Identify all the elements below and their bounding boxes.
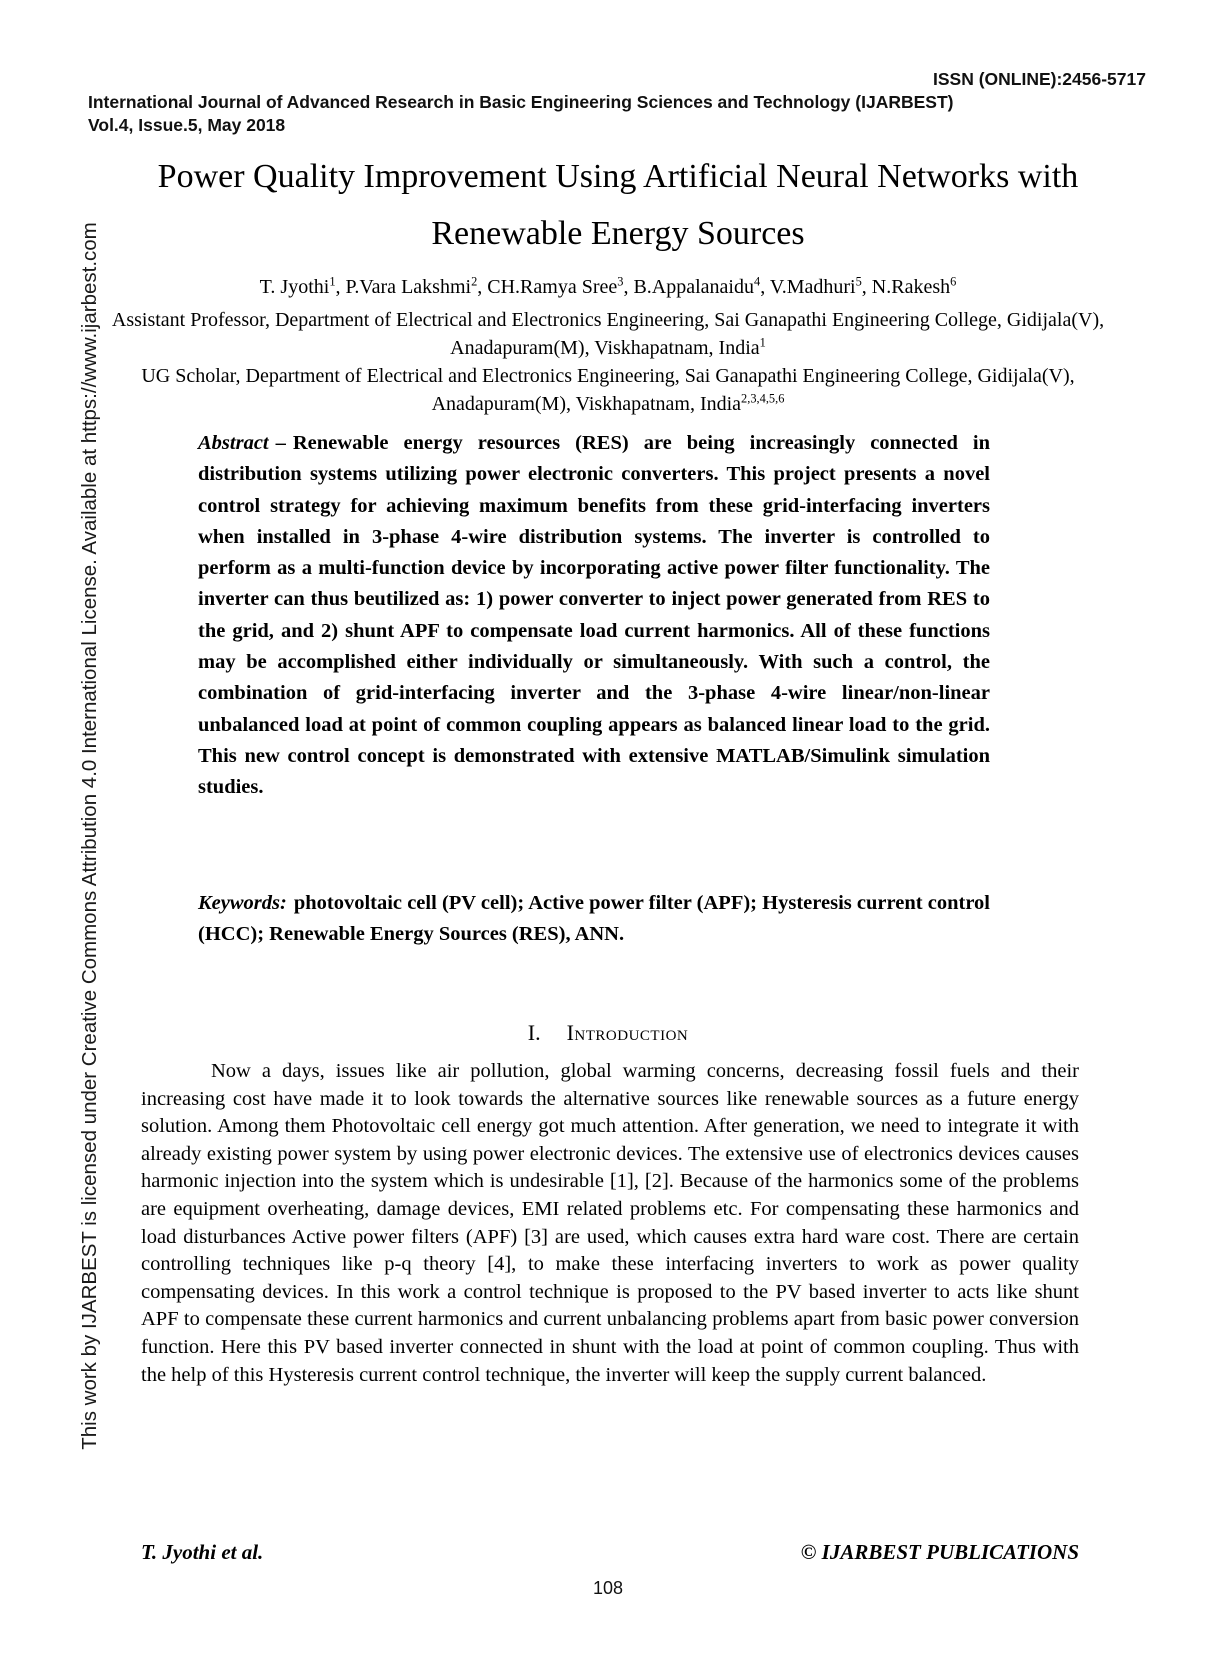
- affiliation-text: UG Scholar, Department of Electrical and Electronics Engineering, Sai Ganapathi Engineering College, Gidijala(V), Anadapuram(M), Viskhapatnam, India: [141, 365, 1075, 415]
- paper-title: Power Quality Improvement Using Artificial Neural Networks with Renewable Energy Sources: [157, 158, 1079, 252]
- section-title: Introduction: [566, 1020, 689, 1045]
- abstract-paragraph: [198, 428, 990, 804]
- keywords-body: photovoltaic cell (PV cell); Active power filter (APF); Hysteresis current control (HCC); Renewable Energy Sources (RES), ANN.: [198, 892, 990, 946]
- license-sidebar-text: This work by IJARBEST is licensed under Creative Commons Attribution 4.0 International License. Available at https://www.ijarbest.com: [78, 222, 101, 1450]
- page-number: 108: [592, 1578, 624, 1598]
- author-separator: ,: [760, 276, 770, 298]
- introduction-paragraph: Now a days, issues like air pollution, global warming concerns, decreasing fossil fuels and their increasing cost have made it to look towards the alternative sources like renewable sources as a future energy solution. Among them Photovoltaic cell energy got much attention. After generation, we need to integrate it with already existing power system by using power electronic devices. The extensive use of electronics devices causes harmonic injection into the system which is undesirable [1], [2]. Because of the harmonics some of the problems are equipment overheating, damage devices, EMI related problems etc. For compensating these harmonics and load disturbances Active power filters (APF) [3] are used, which causes extra hard ware cost. There are certain controlling techniques like p-q theory [4], to make these interfacing inverters to work as power quality compensating devices. In this work a control technique is proposed to the PV based inverter to acts like shunt APF to compensate these current harmonics and current unbalancing problems apart from basic power conversion function. Here this PV based inverter connected in shunt with the load at point of common coupling. Thus with the help of this Hysteresis current control technique, the inverter will keep the supply current balanced.: [141, 1060, 1079, 1386]
- author-name: V.Madhuri: [769, 276, 856, 298]
- issn-line: ISSN (ONLINE):2456-5717: [933, 69, 1146, 89]
- authors-line: [90, 276, 1126, 299]
- abstract-dash: –: [275, 432, 286, 454]
- footer-authors: T. Jyothi et al.: [141, 1540, 264, 1564]
- section-heading-introduction: [0, 1020, 1216, 1046]
- footer-publisher: © IJARBEST PUBLICATIONS: [800, 1540, 1079, 1564]
- author-superscript: 2: [471, 274, 478, 289]
- author-name: T. Jyothi: [259, 276, 330, 298]
- author-superscript: 3: [617, 274, 624, 289]
- author-name: N.Rakesh: [871, 276, 951, 298]
- abstract-label: Abstract: [198, 432, 269, 454]
- section-number: I.: [527, 1020, 541, 1045]
- page-footer: [141, 1540, 1079, 1565]
- keywords-paragraph: [198, 888, 990, 951]
- volume-issue-line: Vol.4, Issue.5, May 2018: [88, 115, 286, 135]
- author-separator: ,: [335, 276, 346, 298]
- author-superscript: 4: [753, 274, 761, 289]
- author-superscript: 6: [950, 274, 957, 289]
- author-superscript: 5: [855, 274, 862, 289]
- author-name: P.Vara Lakshmi: [345, 276, 472, 298]
- affiliation-superscript: 2,3,4,5,6: [741, 391, 785, 406]
- author-separator: ,: [477, 276, 488, 298]
- affiliation-text: Assistant Professor, Department of Electrical and Electronics Engineering, Sai Ganapathi Engineering College, Gidijala(V), Anadapuram(M), Viskhapatnam, India: [111, 309, 1105, 359]
- keywords-label: Keywords:: [198, 892, 287, 914]
- affiliation-superscript: 1: [759, 335, 766, 350]
- author-superscript: 1: [329, 274, 336, 289]
- author-separator: ,: [861, 276, 872, 298]
- author-separator: ,: [623, 276, 634, 298]
- abstract-body: Renewable energy resources (RES) are being increasingly connected in distribution systems utilizing power electronic converters. This project presents a novel control strategy for achieving maximum benefits from these grid-interfacing inverters when installed in 3-phase 4-wire distribution systems. The inverter is controlled to perform as a multi-function device by incorporating active power filter functionality. The inverter can thus beutilized as: 1) power converter to inject power generated from RES to the grid, and 2) shunt APF to compensate load current harmonics. All of these functions may be accomplished either individually or simultaneously. With such a control, the combination of grid-interfacing inverter and the 3-phase 4-wire linear/non-linear unbalanced load at point of common coupling appears as balanced linear load to the grid. This new control concept is demonstrated with extensive MATLAB/Simulink simulation studies.: [198, 432, 990, 799]
- author-name: B.Appalanaidu: [633, 276, 754, 298]
- affiliations-block: [110, 306, 1106, 418]
- journal-header: [88, 68, 1146, 137]
- journal-name: International Journal of Advanced Research in Basic Engineering Sciences and Technology (IJARBEST): [88, 92, 954, 112]
- author-name: CH.Ramya Sree: [487, 276, 618, 298]
